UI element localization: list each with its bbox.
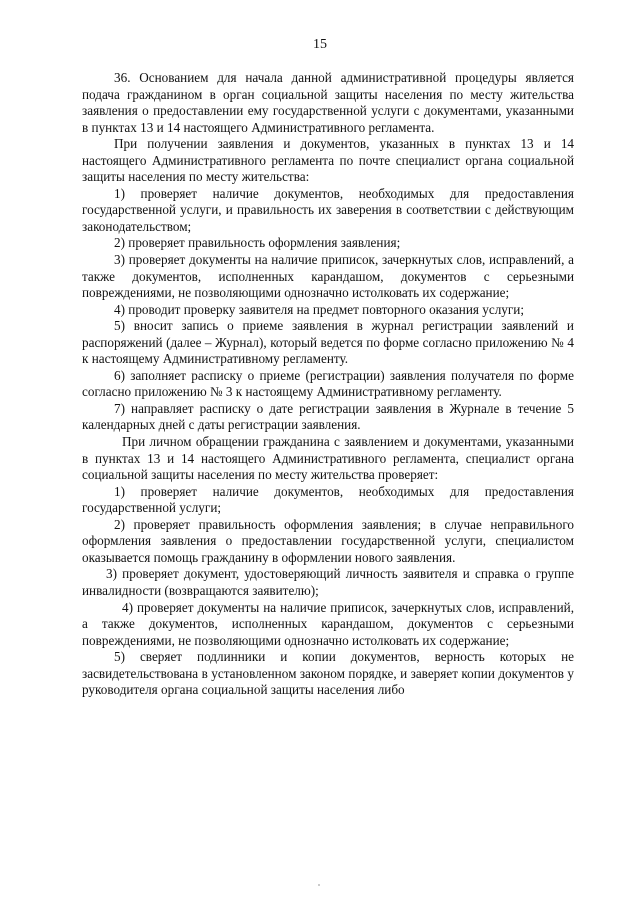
paragraph-mail-intro: При получении заявления и документов, указанных в пунктах 13 и 14 настоящего Административного регламента по почте специалист органа социальной защиты населения по месту жительства: <box>82 136 574 185</box>
personal-item-1: 1) проверяет наличие документов, необходимых для предоставления государственной услуги; <box>82 483 574 516</box>
paragraph-36: 36. Основанием для начала данной административной процедуры является подача гражданином в орган социальной защиты населения по месту жительства заявления о предоставлении ему государственной услуги с документами, указанными в пунктах 13 и 14 настоящего Административного регламента. <box>82 70 574 135</box>
mail-item-6: 6) заполняет расписку о приеме (регистрации) заявления получателя по форме согласно приложению № 3 к настоящему Административному регламенту. <box>82 367 574 400</box>
page-number: 15 <box>313 37 327 52</box>
scan-speck <box>318 884 320 886</box>
personal-item-4: 4) проверяет документы на наличие приписок, зачеркнутых слов, исправлений, а также документов, исполненных карандашом, документов с серьезными повреждениями, не позволяющими однозначно истолковать их содержание; <box>82 599 574 648</box>
mail-item-2: 2) проверяет правильность оформления заявления; <box>114 235 401 251</box>
mail-item-5: 5) вносит запись о приеме заявления в журнал регистрации заявлений и распоряжений (далее – Журнал), который ведется по форме согласно приложению № 4 к настоящему Административному регламенту. <box>82 318 574 367</box>
body-text <box>82 70 574 699</box>
paragraph-personal-intro: При личном обращении гражданина с заявлением и документами, указанными в пунктах 13 и 14 настоящего Административного регламента, специалист органа социальной защиты населения по месту жительства проверяет: <box>82 434 574 483</box>
personal-item-5: 5) сверяет подлинники и копии документов, верность которых не засвидетельствована в установленном законом порядке, и заверяет копии документов у руководителя органа социальной защиты населения либо <box>82 649 574 698</box>
mail-item-3: 3) проверяет документы на наличие приписок, зачеркнутых слов, исправлений, а также документов, исполненных карандашом, документов с серьезными повреждениями, не позволяющими однозначно истолковать их содержание; <box>82 252 574 301</box>
personal-item-3: 3) проверяет документ, удостоверяющий личность заявителя и справка о группе инвалидности (возвращаются заявителю); <box>82 566 574 598</box>
mail-item-4: 4) проводит проверку заявителя на предмет повторного оказания услуги; <box>114 301 525 317</box>
mail-item-7: 7) направляет расписку о дате регистрации заявления в Журнале в течение 5 календарных дней с даты регистрации заявления. <box>82 400 574 433</box>
mail-item-1: 1) проверяет наличие документов, необходимых для предоставления государственной услуги, и правильность их заверения в соответствии с действующим законодательством; <box>82 185 574 234</box>
personal-item-2: 2) проверяет правильность оформления заявления; в случае неправильного оформления заявления о предоставлении государственной услуги, специалистом оказывается помощь гражданину в оформлении нового заявления. <box>82 516 574 565</box>
